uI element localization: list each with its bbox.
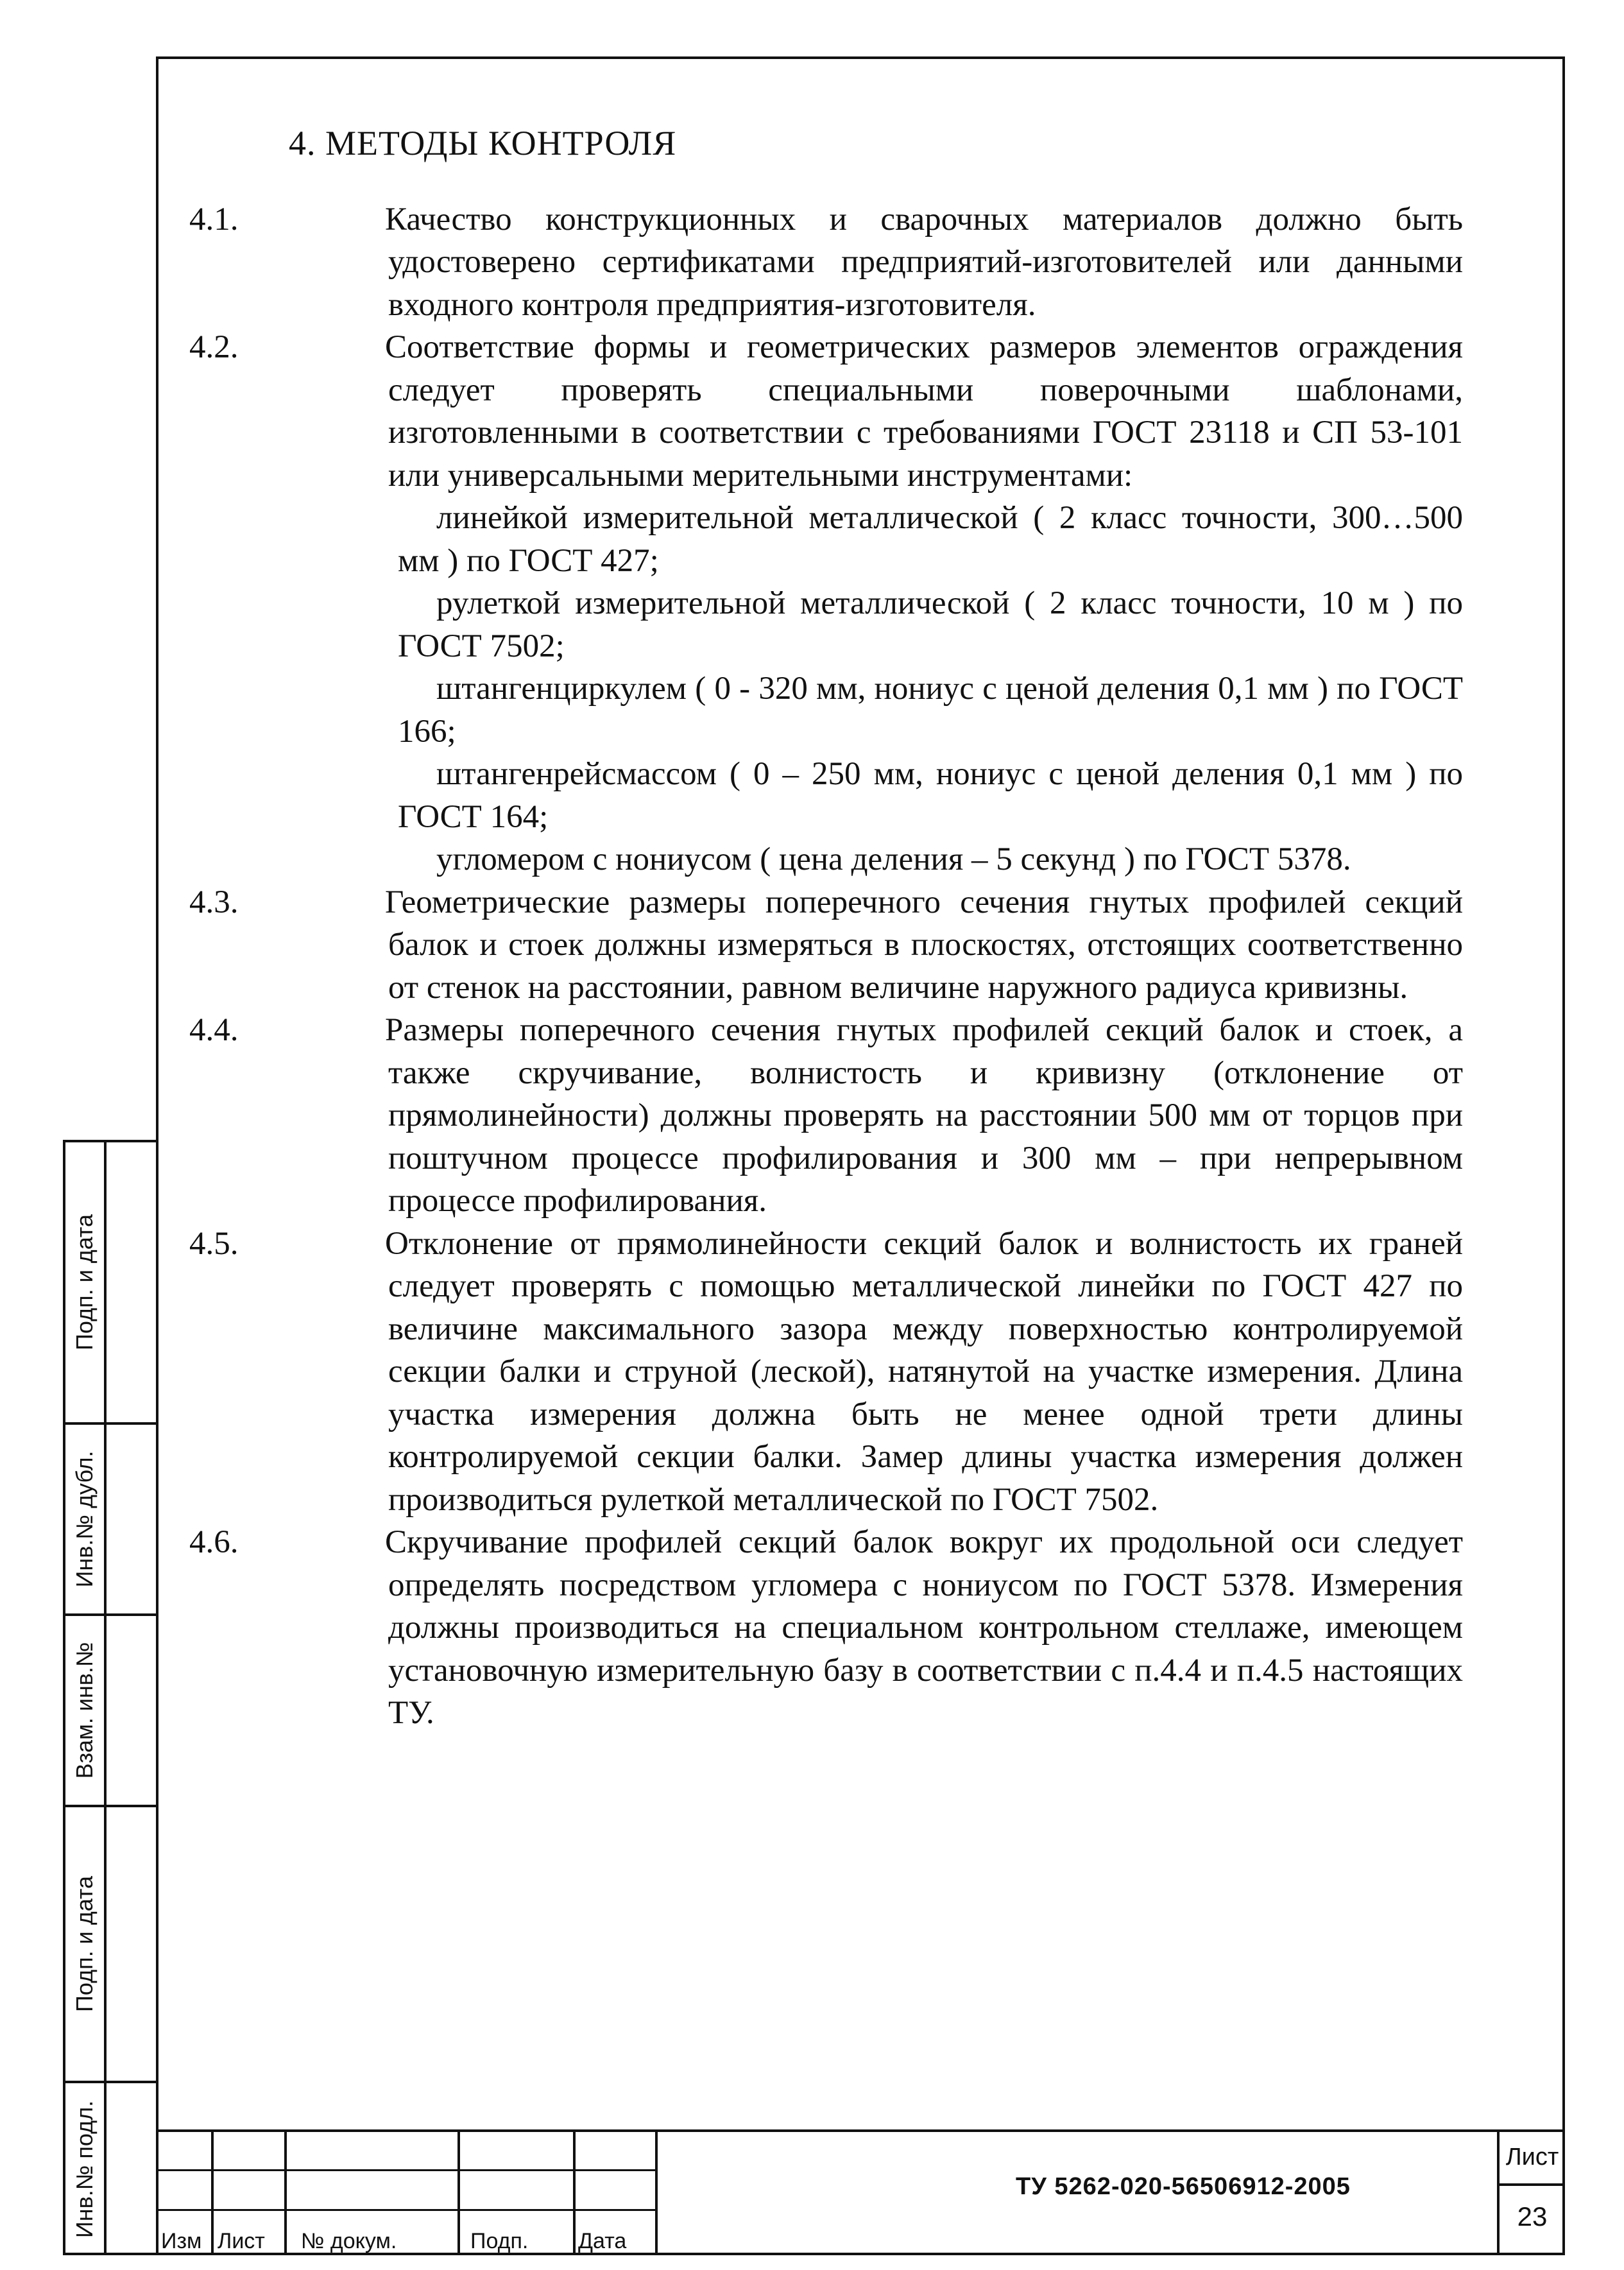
grid-line (211, 2132, 214, 2255)
instrument-item: угломером с нониусом ( цена деления – 5 секунд ) по ГОСТ 5378. (436, 841, 1351, 877)
sheet-divider (1500, 2183, 1565, 2186)
document-code: ТУ 5262-020-56506912-2005 (1016, 2173, 1351, 2200)
grid-line (156, 2169, 658, 2171)
grid-line (284, 2132, 287, 2255)
instrument-item: рулеткой измерительной металлической ( 2 класс точности, 10 м ) по ГОСТ 7502; (398, 585, 1463, 664)
side-cell-sign-date-2 (65, 1807, 158, 2083)
sheet-box (1497, 2132, 1565, 2255)
grid-line (156, 2209, 658, 2211)
paragraph-text: Качество конструкционных и сварочных материалов должно быть удостоверено сертификатами предприятий-изготовителей или данными входного контроля предприятия-изготовителя. (385, 201, 1463, 323)
document-body (189, 122, 1463, 1735)
section-heading: 4. МЕТОДЫ КОНТРОЛЯ (289, 124, 677, 162)
header-date: Дата (578, 2229, 627, 2253)
paragraph-4-4 (189, 1009, 1463, 1223)
paragraph-text: Соответствие формы и геометрических размеров элементов ограждения следует проверять специальными поверочными шаблонами, изготовленными в соответствии с требованиями ГОСТ 23118 и СП 53-101 или универсальными мерительными инструментами: (385, 329, 1463, 494)
grid-line (655, 2132, 658, 2255)
paragraph-4-3 (189, 881, 1463, 1010)
sheet-number: 23 (1517, 2201, 1548, 2231)
paragraph-number: 4.5. (189, 1225, 239, 1262)
side-label: Взам. инв.№ (71, 1642, 98, 1779)
header-change: Изм (161, 2229, 202, 2253)
side-cell-dup-inv (65, 1425, 158, 1616)
paragraph-number: 4.3. (189, 884, 239, 920)
side-cell-sign-date-1 (65, 1142, 158, 1425)
side-cell-replace-inv (65, 1616, 158, 1807)
header-signature: Подп. (470, 2229, 529, 2253)
paragraph-number: 4.6. (189, 1524, 239, 1560)
side-label: Инв.№ подл. (71, 2100, 98, 2239)
paragraph-text: Отклонение от прямолинейности секций балок и волнистость их граней следует проверять с помощью металлической линейки по ГОСТ 427 по величине максимального зазора между поверхностью контролируемой секции балки и струной (леской), натянутой на участке измерения. Длина участка измерения должна быть не менее одной трети длины контролируемой секции балки. Замер длины участка измерения должен производиться рулеткой металлической по ГОСТ 7502. (385, 1225, 1463, 1518)
paragraph-number: 4.4. (189, 1012, 239, 1048)
paragraph-4-2 (189, 326, 1463, 497)
paragraph-text: Размеры поперечного сечения гнутых профилей секций балок и стоек, а также скручивание, волнистость и кривизну (отклонение от прямолинейности) должны проверять на расстоянии 500 мм от торцов при поштучном процессе профилирования и 300 мм – при непрерывном процессе профилирования. (385, 1012, 1463, 1219)
instrument-item: штангенрейсмассом ( 0 – 250 мм, нониус с ценой деления 0,1 мм ) по ГОСТ 164; (398, 756, 1463, 835)
side-stamp-strip (63, 1140, 158, 2255)
paragraph-number: 4.1. (189, 201, 239, 237)
header-sheet: Лист (218, 2229, 265, 2253)
revision-grid (156, 2132, 658, 2255)
paragraph-text: Геометрические размеры поперечного сечения гнутых профилей секций балок и стоек должны измеряться в плоскостях, отстоящих соответственно от стенок на расстоянии, равном величине наружного радиуса кривизны. (385, 884, 1463, 1006)
paragraph-4-1 (189, 198, 1463, 327)
instrument-item: штангенциркулем ( 0 - 320 мм, нониус с ценой деления 0,1 мм ) по ГОСТ 166; (398, 671, 1463, 750)
paragraph-4-6 (189, 1521, 1463, 1735)
side-label: Подп. и дата (71, 1214, 98, 1351)
header-doc-number: № докум. (301, 2229, 397, 2253)
paragraph-number: 4.2. (189, 329, 239, 365)
paragraph-text: Скручивание профилей секций балок вокруг их продольной оси следует определять посредством угломера с нониусом по ГОСТ 5378. Измерения должны производиться на специальном контрольном стеллаже, имеющем установочную измерительную базу в соответствии с п.4.4 и п.4.5 настоящих ТУ. (385, 1524, 1463, 1731)
side-label: Подп. и дата (71, 1875, 98, 2013)
title-block (156, 2129, 1565, 2255)
side-label: Инв.№ дубл. (71, 1450, 98, 1588)
paragraph-4-5 (189, 1223, 1463, 1522)
grid-line (457, 2132, 460, 2255)
instrument-item: линейкой измерительной металлической ( 2 класс точности, 300…500 мм ) по ГОСТ 427; (398, 500, 1463, 579)
side-cell-orig-inv (65, 2083, 158, 2255)
grid-line (573, 2132, 576, 2255)
sheet-label: Лист (1505, 2144, 1559, 2171)
